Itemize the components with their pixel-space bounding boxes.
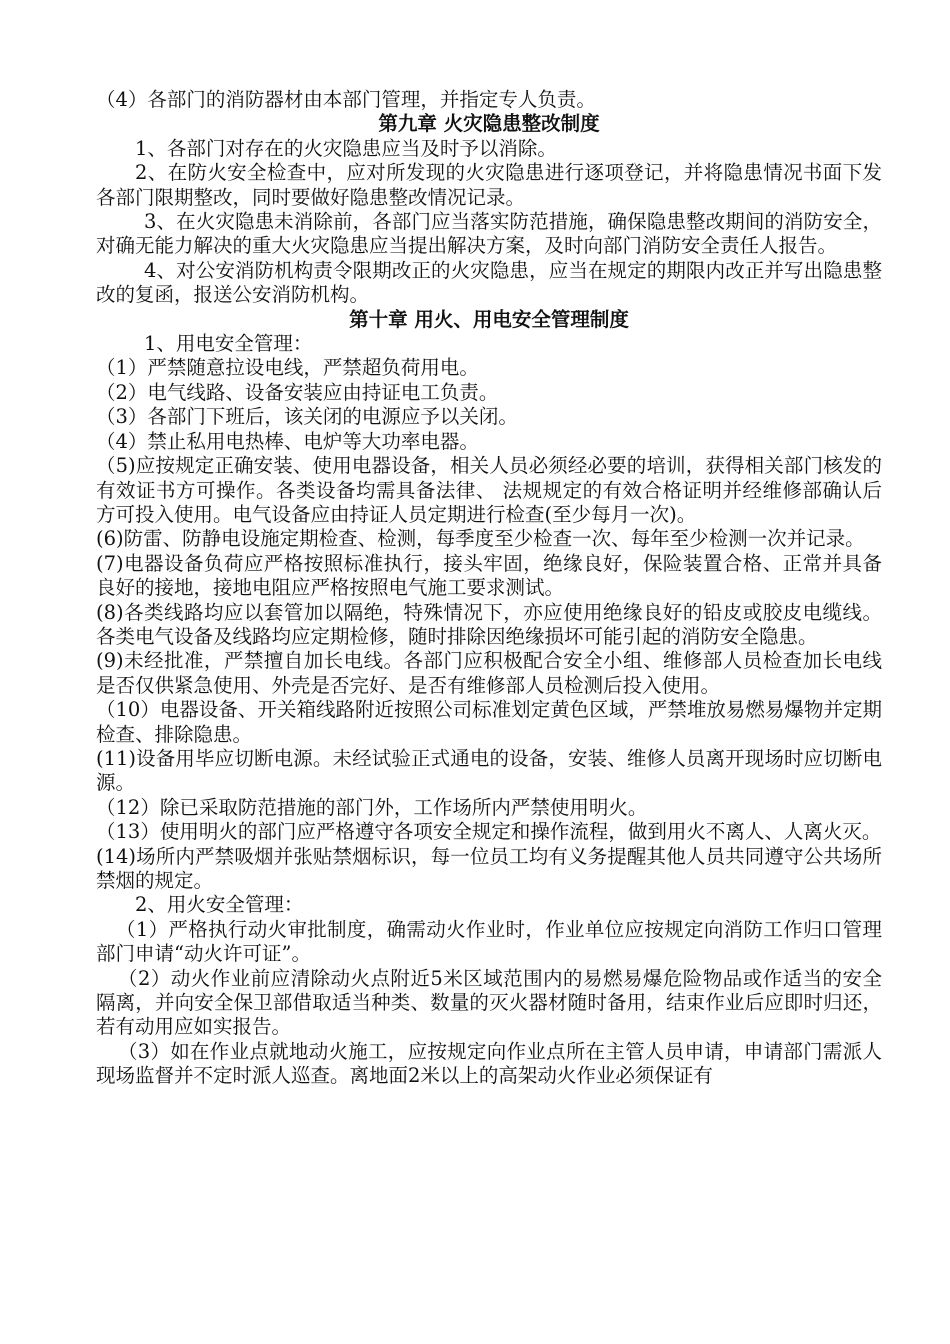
section-2-title: 2、用火安全管理：	[135, 893, 304, 917]
chapter-9-item-1: 1、各部门对存在的火灾隐患应当及时予以消除。	[135, 136, 557, 160]
intro-item: （4）各部门的消防器材由本部门管理，并指定专人负责。	[96, 88, 596, 111]
section-1-item: (8)各类线路均应以套管加以隔绝，特殊情况下，亦应使用绝缘良好的铅皮或胶皮电缆线。各类电气设备及线路均应定期检修，随时排除因绝缘损坏可能引起的消防安全隐患。	[96, 600, 882, 648]
section-1-item: （2）电气线路、设备安装应由持证电工负责。	[96, 380, 499, 404]
section-1-item: （12）除已采取防范措施的部门外，工作场所内严禁使用明火。	[96, 795, 648, 819]
section-1-item: (6)防雷、防静电设施定期检查、检测，每季度至少检查一次、每年至少检测一次并记录。	[96, 527, 865, 551]
section-1-item: （13）使用明火的部门应严格遵守各项安全规定和操作流程，做到用火不离人、人离火灭。	[96, 820, 882, 844]
chapter-9-item-2: 2、在防火安全检查中，应对所发现的火灾隐患进行逐项登记，并将隐患情况书面下发各部门限期整改，同时要做好隐患整改情况记录。	[96, 161, 882, 209]
section-1-item: (7)电器设备负荷应严格按照标准执行，接头牢固，绝缘良好，保险装置合格、正常并具备良好的接地，接地电阻应严格按照电气施工要求测试。	[96, 551, 882, 600]
chapter-10-title: 第十章 用火、用电安全管理制度	[349, 307, 629, 331]
document-body	[96, 88, 882, 1089]
section-1-item: （10）电器设备、开关箱线路附近按照公司标准划定黄色区域，严禁堆放易燃易爆物并定期检查、排除隐患。	[96, 698, 882, 746]
section-1-item: （5)应按规定正确安装、使用电器设备，相关人员必须经必要的培训，获得相关部门核发的有效证书方可操作。各类设备均需具备法律、 法规规定的有效合格证明并经维修部确认后方可投入使用。电气设备应由持证人员定期进行检查(至少每月一次)。	[96, 454, 882, 526]
section-2-item: （2）动火作业前应清除动火点附近5米区域范围内的易燃易爆危险物品或作适当的安全隔离，并向安全保卫部借取适当种类、数量的灭火器材随时备用，结束作业后应即时归还，若有动用应如实报告。	[96, 966, 882, 1039]
section-1-item: （3）各部门下班后，该关闭的电源应予以关闭。	[96, 405, 518, 429]
section-1-title: 1、用电安全管理：	[144, 332, 313, 356]
chapter-9-item-3: 3、在火灾隐患未消除前，各部门应当落实防范措施，确保隐患整改期间的消防安全，对确无能力解决的重大火灾隐患应当提出解决方案，及时向部门消防安全责任人报告。	[96, 210, 882, 258]
section-1-item: (14)场所内严禁吸烟并张贴禁烟标识，每一位员工均有义务提醒其他人员共同遵守公共场所禁烟的规定。	[96, 844, 882, 892]
section-1-item: (11)设备用毕应切断电源。未经试验正式通电的设备，安装、维修人员离开现场时应切断电源。	[96, 746, 882, 795]
chapter-9-title: 第九章 火灾隐患整改制度	[378, 112, 600, 136]
section-1-item: （1）严禁随意拉设电线，严禁超负荷用电。	[96, 356, 479, 380]
section-2-item: （3）如在作业点就地动火施工，应按规定向作业点所在主管人员申请，申请部门需派人现场监督并不定时派人巡查。离地面2米以上的高架动火作业必须保证有	[96, 1039, 882, 1088]
section-2-item: （1）严格执行动火审批制度，确需动火作业时，作业单位应按规定向消防工作归口管理部门申请“动火许可证”。	[96, 917, 882, 966]
section-1-item: （4）禁止私用电热棒、电炉等大功率电器。	[96, 429, 479, 453]
chapter-9-item-4: 4、对公安消防机构责令限期改正的火灾隐患，应当在规定的期限内改正并写出隐患整改的复函，报送公安消防机构。	[96, 258, 882, 307]
section-1-item: (9)未经批准，严禁擅自加长电线。各部门应积极配合安全小组、维修部人员检查加长电线是否仅供紧急使用、外壳是否完好、是否有维修部人员检测后投入使用。	[96, 649, 882, 697]
